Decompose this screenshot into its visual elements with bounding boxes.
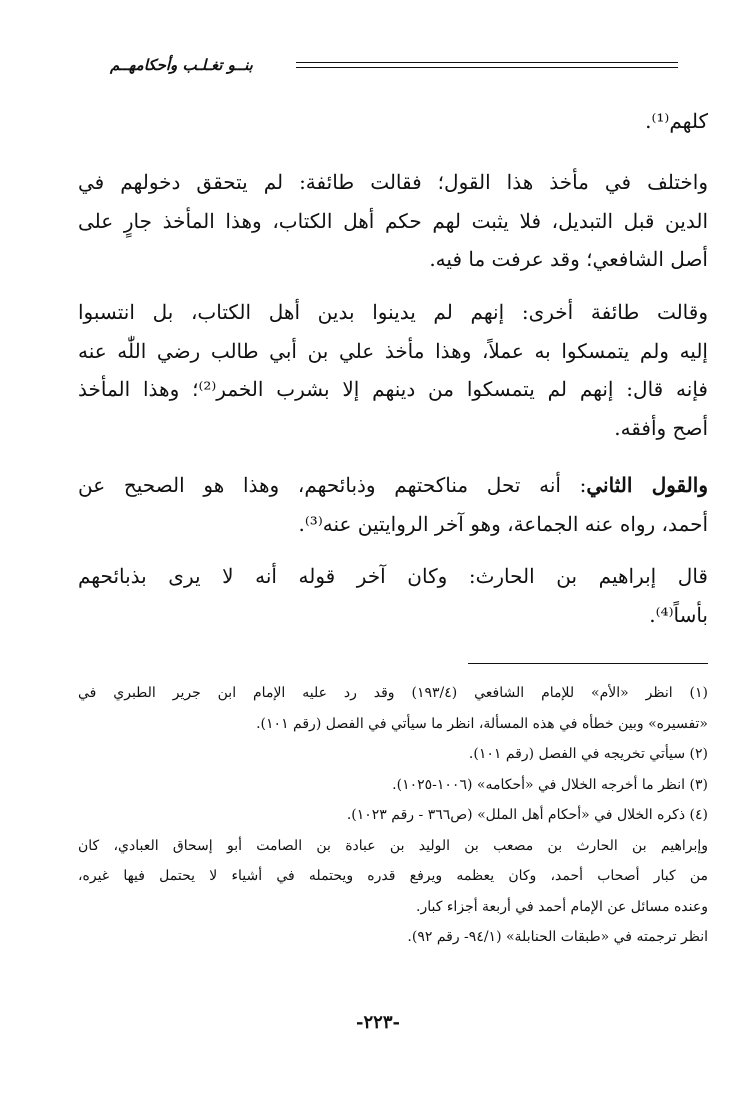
text-line [78, 466, 708, 505]
paragraph-3 [78, 293, 708, 447]
footnote-separator [468, 663, 708, 664]
text-line: واختلف في مأخذ هذا القول؛ فقالت طائفة: لم يتحقق دخولهم في [78, 170, 708, 194]
text-line: أحمد، رواه عنه الجماعة، وهو آخر الروايتين عنه⁽³⁾. [298, 511, 708, 536]
paragraph-4 [78, 466, 708, 543]
footnote-line: وإبراهيم بن الحارث بن مصعب بن الوليد بن عبادة بن الصامت أبو إسحاق العبادي، كان [78, 837, 708, 854]
footnote-line: (٢) سيأتي تخريجه في الفصل (رقم ١٠١). [468, 746, 708, 762]
footnote-line: «تفسيره» وبين خطأه في هذه المسألة، انظر ما سيأتي في الفصل (رقم ١٠١). [256, 715, 708, 732]
header-rule-top [296, 62, 678, 63]
text-run: : أنه تحل مناكحتهم وذبائحهم، وهذا هو الصحيح عن [78, 473, 587, 497]
text-line: كلهم⁽¹⁾. [645, 109, 708, 133]
paragraph-2 [78, 163, 708, 279]
footnote-line: (٣) انظر ما أخرجه الخلال في «أحكامه» (١٠٠٦-١٠٢٥). [392, 776, 708, 793]
footnote-line: من كبار أصحاب أحمد، وكان يعظمه ويرفع قدره ويحتمله في أشياء لا يحتمل فيها غيره، [78, 868, 708, 884]
text-line: بأساً⁽⁴⁾. [649, 602, 708, 627]
footnotes [78, 678, 708, 953]
footnote-line: (٤) ذكره الخلال في «أحكام أهل الملل» (ص٣٦٦ - رقم ١٠٢٣). [346, 807, 708, 823]
text-line: إليه ولم يتمسكوا به عملاً، وهذا مأخذ علي بن أبي طالب رضي اللّٰه عنه [78, 338, 708, 363]
footnote-line: (١) انظر «الأم» للإمام الشافعي (١٩٣/٤) وقد رد عليه الإمام ابن جرير الطبري في [78, 685, 708, 701]
text-line: قال إبراهيم بن الحارث: وكان آخر قوله أنه لا يرى بذبائحهم [78, 564, 708, 588]
paragraph-5 [78, 557, 708, 634]
page-number: -٢٢٣- [356, 1012, 400, 1033]
running-title: بنــو تغـلـب وأحكامهــم [110, 56, 253, 74]
header-rule-bottom [296, 67, 678, 68]
text-line: فإنه قال: إنهم لم يتمسكوا من دينهم إلا بشرب الخمر⁽²⁾؛ وهذا المأخذ [78, 377, 708, 401]
text-line: الدين قبل التبديل، فلا يثبت لهم حكم أهل الكتاب، وهذا المأخذ جارٍ على [78, 208, 708, 233]
text-line: أصل الشافعي؛ وقد عرفت ما فيه. [429, 247, 708, 271]
running-header [110, 56, 678, 74]
footnote-line: انظر ترجمته في «طبقات الحنابلة» (٩٤/١- رقم ٩٢). [407, 929, 708, 945]
footnote-line: وعنده مسائل عن الإمام أحمد في أربعة أجزاء كبار. [416, 898, 708, 915]
paragraph-1 [78, 102, 708, 141]
section-lead: والقول الثاني [586, 473, 708, 497]
text-line: وقالت طائفة أخرى: إنهم لم يدينوا بدين أهل الكتاب، بل انتسبوا [78, 300, 708, 324]
text-line: أصح وأفقه. [614, 415, 708, 440]
